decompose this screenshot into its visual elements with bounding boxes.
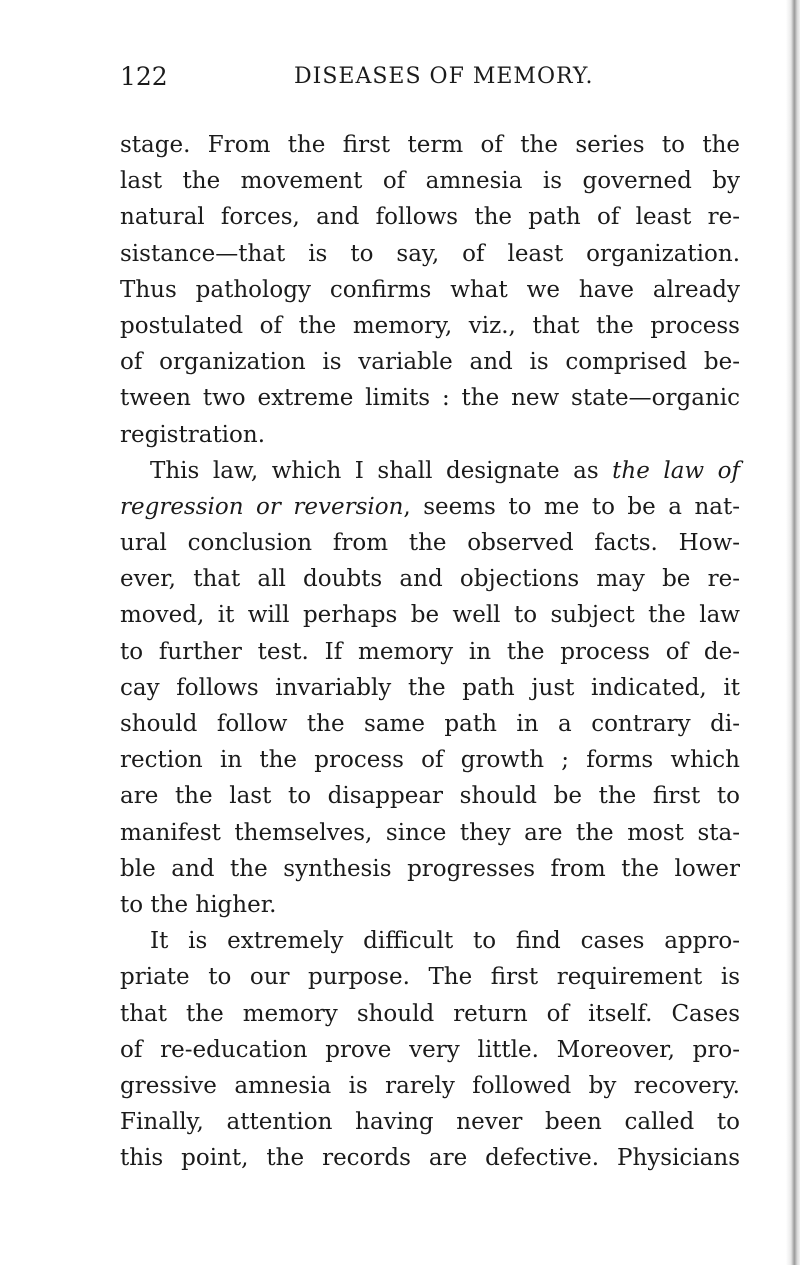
text-line: to further test. If memory in the process of de-: [120, 638, 740, 665]
text-line: moved, it will perhaps be well to subject the law: [120, 602, 740, 629]
text-line: postulated of the memory, viz., that the process: [120, 312, 740, 339]
text-line: tween two extreme limits : the new state—organic: [120, 385, 740, 412]
text-line: Finally, attention having never been called to: [120, 1109, 740, 1136]
text-line: ever, that all doubts and objections may be re-: [120, 566, 740, 593]
text-line: gressive amnesia is rarely followed by recovery.: [120, 1072, 740, 1099]
italic-run: the law of: [612, 457, 740, 484]
text-line: are the last to disappear should be the first to: [120, 783, 740, 810]
text-line: should follow the same path in a contrary di-: [120, 711, 740, 737]
text-line: ural conclusion from the observed facts. How-: [120, 530, 740, 557]
text-line: of organization is variable and is comprised be-: [120, 349, 740, 376]
text-line: of re-education prove very little. Moreover, pro-: [120, 1036, 740, 1063]
text-line: sistance—that is to say, of least organization.: [120, 240, 740, 267]
text-line: It is extremely difficult to find cases appro-: [150, 928, 740, 955]
body-text: [120, 127, 740, 1176]
running-head: DISEASES OF MEMORY.: [294, 64, 594, 89]
text-line: [120, 453, 740, 489]
italic-run: regression or reversion: [120, 493, 404, 520]
text-line: ble and the synthesis progresses from the lower: [120, 855, 740, 882]
text-run: , seems to me to be a nat-: [403, 493, 740, 520]
text-line: last the movement of amnesia is governed by: [120, 168, 740, 195]
text-line: priate to our purpose. The first requirement is: [120, 964, 740, 991]
text-line: Thus pathology confirms what we have already: [120, 276, 740, 303]
page-header: [120, 62, 740, 102]
page-edge: [786, 0, 800, 1265]
text-line: stage. From the first term of the series to the: [120, 132, 740, 158]
text-line: natural forces, and follows the path of least re-: [120, 204, 740, 231]
text-line: that the memory should return of itself. Cases: [120, 1000, 740, 1027]
text-line: this point, the records are defective. Physicians: [120, 1145, 740, 1172]
text-line: manifest themselves, since they are the most sta-: [120, 819, 740, 846]
text-line: [120, 489, 740, 525]
text-run: This law, which I shall designate as: [150, 457, 613, 484]
text-line: cay follows invariably the path just indicated, it: [120, 674, 740, 701]
text-line: to the higher.: [120, 891, 277, 918]
text-line: rection in the process of growth ; forms which: [120, 747, 740, 774]
text-line: registration.: [120, 421, 266, 448]
page-number: 122: [120, 62, 168, 91]
